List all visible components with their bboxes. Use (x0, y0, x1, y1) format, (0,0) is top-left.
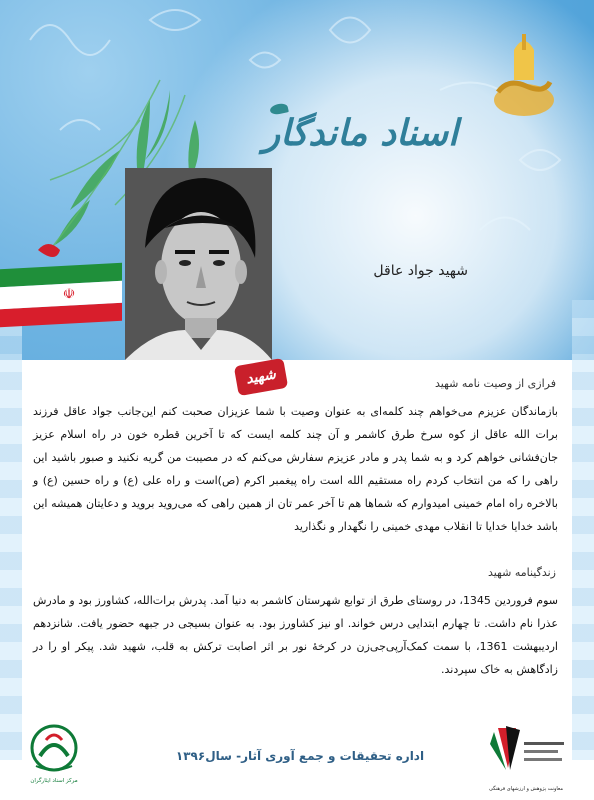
left-border-pattern (0, 300, 22, 760)
martyr-stamp: شهید (234, 358, 288, 396)
will-text: بازماندگان عزیزم می‌خواهم چند کلمه‌ای به عنوان وصیت با شما عزیزان صحبت کنم این‌جانب جواد عاقل فرزند برات الله عاقل از کوه سرخ طرق کاشمر و آن چند کلمه ایست که تا آخرین قطره خون در راه اسلام عزیز جان‌فشانی خواهم کرد و به شما پدر و مادر عزیزم سفارش می‌کنم که در مصیبت من گریه نکنید و صبور باشید این راهی را که من انتخاب کردم راه مستقیم الله است راه پیغمبر اکرم (ص)است و راه علی (ع) و راه حسین (ع) و بالاخره راه امام خمینی امیدوارم که شماها هم تا آخر عمر تان از همین راهی که می‌روید بروید و دعایتان همیشه این باشد خدایا خدایا تا انقلاب مهدی خمینی را نگهدار و نگذارید (33, 405, 558, 533)
left-logo-caption: مرکز اسناد ایثارگران (30, 778, 78, 784)
shrine-emblem-icon (484, 30, 556, 120)
will-heading: فرازی از وصیت نامه شهید (434, 377, 556, 390)
martyr-portrait (125, 168, 272, 360)
isargaran-logo-icon (20, 720, 88, 790)
foundation-logo-icon (476, 720, 576, 795)
martyr-name: شهید جواد عاقل (373, 263, 468, 279)
biography-heading: زندگینامه شهید (487, 566, 556, 579)
right-border-pattern (572, 300, 594, 760)
iran-flag-icon: ☫ (0, 263, 122, 329)
right-logo-caption: معاونت پژوهش و ارزشهای فرهنگی (488, 786, 564, 792)
footer-text: اداره تحقیقات و جمع آوری آثار- سال۱۳۹۶ (175, 749, 425, 763)
page-title: اسناد ماندگار (262, 112, 458, 154)
biography-text: سوم فروردین 1345، در روستای طرق از توابع شهرستان کاشمر به دنیا آمد. پدرش برات‌الله، کشاورز بود و مادرش عذرا نام داشت. تا چهارم ابتدایی درس خواند. او نیز کشاورز بود. به عنوان بسیجی در جبهه حضور یافت. شانزدهم اردیبهشت 1361، با سمت کمک‌آرپی‌جی‌زن در کرخهٔ نور بر اثر اصابت ترکش به قلب، شهید شد. پیکر او را در زادگاهش به خاک سپردند. (33, 594, 558, 676)
